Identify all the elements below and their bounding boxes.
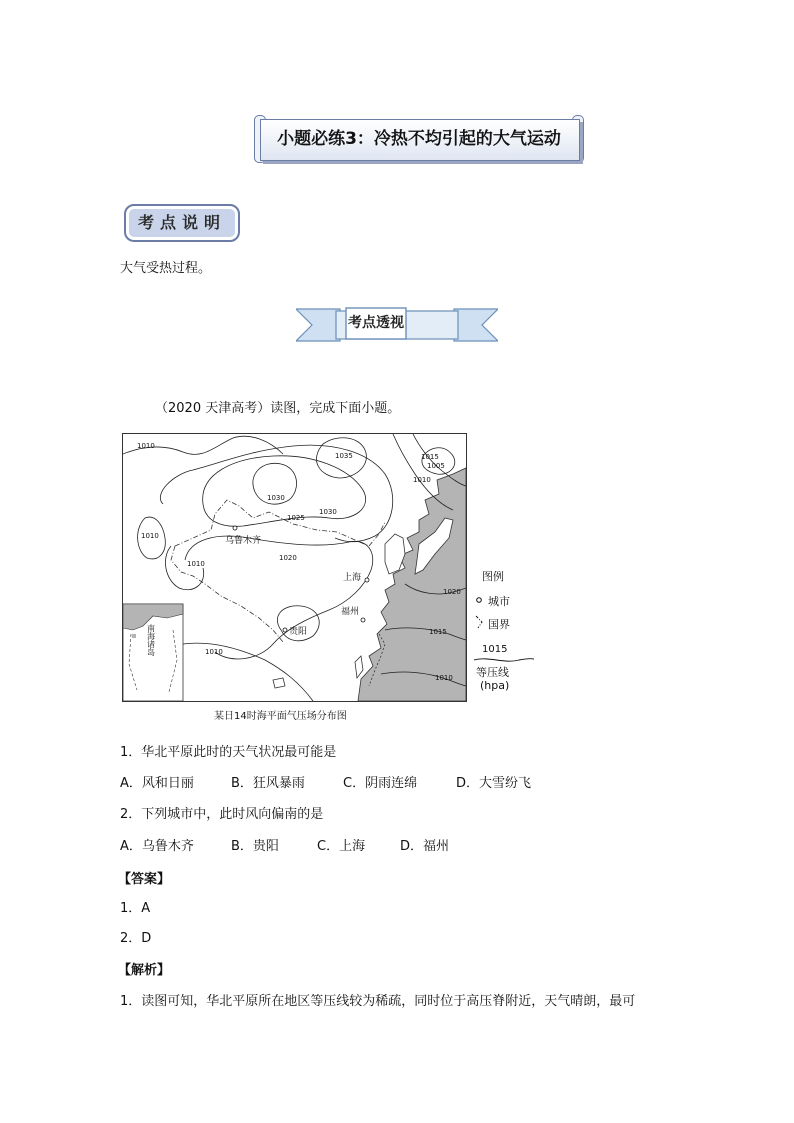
taiwan-island [355,656,363,678]
answer-label: 【答案】 [118,872,171,887]
isobar-label: 1015 [429,628,447,636]
question-1-option-c: C．阴雨连绵 [343,776,418,791]
map-legend [474,568,554,698]
inset-label: 南海诸岛 [146,624,156,656]
pressure-map [122,433,467,702]
isobar-label: 1010 [187,560,205,568]
isobar-label: 1030 [267,494,285,502]
question-2-option-d: D．福州 [400,839,450,854]
city-marker-urumqi [233,526,237,530]
legend-isobar-name: 等压线 [476,666,509,679]
section-ribbon-kaodian-toushi [296,305,498,345]
question-2-stem: 2．下列城市中，此时风向偏南的是 [120,807,324,822]
hainan-island [273,678,285,688]
legend-city-label: 城市 [488,595,510,608]
isobar-label: 1010 [413,476,431,484]
inset-islands [132,634,136,638]
city-marker-guiyang [283,628,287,632]
legend-isobar-value: 1015 [482,644,508,655]
city-label-shanghai: 上海 [343,573,362,583]
legend-border-label: 国界 [488,618,510,631]
isobar-label: 1030 [319,508,337,516]
section-ribbon-label: 考点透视 [348,315,404,331]
question-2-option-b: B．贵阳 [231,839,279,854]
analysis-label: 【解析】 [118,963,171,978]
isobar-label: 1035 [335,452,353,460]
section-badge-label: 考点说明 [137,213,226,232]
answer-item: 2．D [120,931,152,946]
city-label-guiyang: 贵阳 [289,627,308,637]
page-title: 小题必练3：冷热不均引起的大气运动 [277,129,561,149]
answer-item: 1．A [120,901,151,916]
isobar-label: 1010 [141,532,159,540]
question-1-option-b: B．狂风暴雨 [231,776,305,791]
question-1-option-d: D．大雪纷飞 [456,776,532,791]
legend-title: 图例 [482,570,504,583]
question-intro: （2020 天津高考）读图，完成下面小题。 [155,401,401,416]
legend-isobar-symbol [474,656,534,664]
question-1-option-a: A．风和日丽 [120,776,194,791]
isobar-label: 1005 [427,462,445,470]
isobar-label: 1010 [137,442,155,450]
pressure-map-svg [123,434,466,701]
legend-city-symbol [474,595,484,605]
city-marker-shanghai [365,578,369,582]
section1-content: 大气受热过程。 [120,261,212,276]
question-2-option-a: A．乌鲁木齐 [120,839,194,854]
question-2-option-c: C．上海 [317,839,366,854]
map-caption: 某日14时海平面气压场分布图 [214,711,347,722]
isobar-line [183,643,313,701]
title-banner [254,113,584,165]
section-badge-kaodian-shuoming [124,204,240,242]
isobar-label: 1025 [287,514,305,522]
national-border [171,500,385,642]
question-1-stem: 1．华北平原此时的天气状况最可能是 [120,745,337,760]
isobar-label: 1020 [443,588,461,596]
isobar-label: 1015 [421,453,439,461]
isobar-line [203,456,366,526]
city-label-urumqi: 乌鲁木齐 [225,536,262,546]
legend-isobar-unit: (hpa) [480,679,510,692]
isobar-label: 1010 [205,648,223,656]
city-label-fuzhou: 福州 [341,607,360,617]
korea-peninsula [385,534,405,574]
city-marker-fuzhou [361,618,365,622]
isobar-label: 1010 [435,674,453,682]
isobar-label: 1020 [279,554,297,562]
analysis-text: 1．读图可知，华北平原所在地区等压线较为稀疏，同时位于高压脊附近，天气晴朗，最可 [120,994,636,1009]
sea-area [358,468,466,701]
